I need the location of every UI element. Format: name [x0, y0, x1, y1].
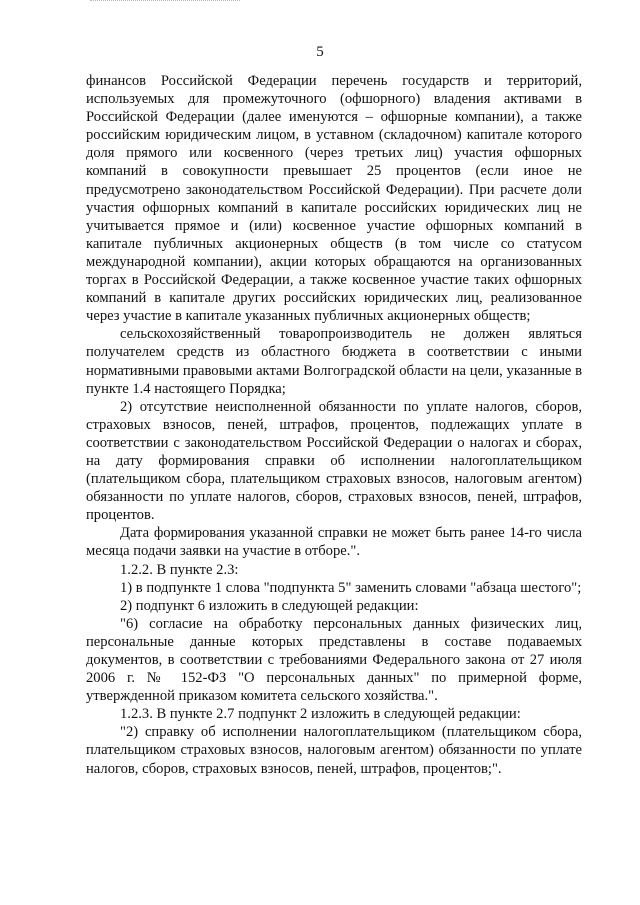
- paragraph-tax-obligation: 2) отсутствие неисполненной обязанности по уплате налогов, сборов, страховых взносов, пеней, штрафов, процентов, подлежащих уплате в соответствии с законодательством Российской Федерации о налогах и сборах, на дату формирования справки об исполнении налогоплательщиком (плательщиком сбора, плательщиком страховых взносов, налоговым агентом) обязанности по уплате налогов, сборов, страховых взносов, пеней, штрафов, процентов.: [86, 398, 582, 524]
- paragraph-item-1-2-3: 1.2.3. В пункте 2.7 подпункт 2 изложить в следующей редакции:: [120, 706, 521, 723]
- paragraph-continuation: финансов Российской Федерации перечень государств и территорий, используемых для промежуточного (офшорного) владения активами в Российской Федерации (далее именуются – офшорные компании), а также российским юридическим лицом, в уставном (складочном) капитале которого доля прямого или косвенного (через третьих лиц) участия офшорных компаний в совокупности превышает 25 процентов (если иное не предусмотрено законодательством Российской Федерации). При расчете доли участия офшорных компаний в капитале российских юридических лиц не учитывается прямое и (или) косвенное участие офшорных компаний в капитале публичных акционерных обществ (в том числе со статусом международной компании), акции которых обращаются на организованных торгах в Российской Федерации, а также косвенное участие таких офшорных компаний в капитале других российских юридических лиц, реализованное через участие в капитале указанных публичных акционерных обществ;: [86, 73, 582, 325]
- scan-edge-artifact: [90, 0, 240, 4]
- paragraph-subitem-1: 1) в подпункте 1 слова "подпункта 5" заменить словами "абзаца шестого";: [120, 579, 582, 596]
- document-body: [86, 72, 582, 778]
- paragraph-subitem-2: 2) подпункт 6 изложить в следующей редакции:: [120, 597, 419, 614]
- page-number: 5: [316, 44, 324, 60]
- paragraph-item-1-2-2: 1.2.2. В пункте 2.3:: [120, 561, 239, 578]
- paragraph-certificate-date: Дата формирования указанной справки не может быть ранее 14-го числа месяца подачи заявки на участие в отборе.".: [86, 525, 582, 560]
- paragraph-consent-personal-data: "6) согласие на обработку персональных данных физических лиц, персональные данные которых представлены в составе подаваемых документов, в соответствии с требованиями Федерального закона от 27 июля 2006 г. № 152-ФЗ "О персональных данных" по примерной форме, утвержденной приказом комитета сельского хозяйства.".: [86, 615, 582, 705]
- paragraph-subsidy-recipient-condition: сельскохозяйственный товаропроизводитель не должен являться получателем средств из областного бюджета в соответствии с иными нормативными правовыми актами Волгоградской области на цели, указанные в пункте 1.4 настоящего Порядка;: [86, 326, 582, 397]
- paragraph-tax-certificate: "2) справку об исполнении налогоплательщиком (плательщиком сбора, плательщиком страховых взносов, налоговым агентом) обязанности по уплате налогов, сборов, страховых взносов, пеней, штрафов, процентов;".: [86, 724, 582, 777]
